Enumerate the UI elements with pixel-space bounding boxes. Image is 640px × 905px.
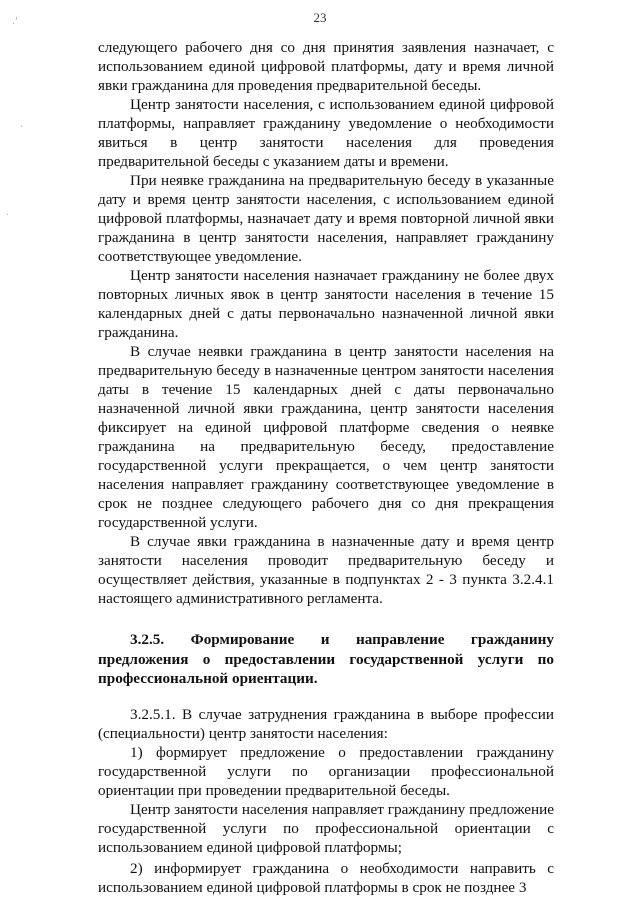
paragraph: Центр занятости населения назначает гражданину не более двух повторных личных явок в центр занятости населения в течение 15 календарных дней с даты первоначально назначенной личной явки гражданина. <box>98 267 554 341</box>
paragraph: следующего рабочего дня со дня принятия заявления назначает, с использованием единой цифровой платформы, дату и время личной явки гражданина для проведения предварительной беседы. <box>98 39 554 94</box>
list-item: 1) формирует предложение о предоставлении гражданину государственной услуги по организации профессиональной ориентации при проведении предварительной беседы. <box>98 743 554 799</box>
document-body <box>98 38 554 897</box>
scan-mark: .' <box>12 16 18 27</box>
paragraph: Центр занятости населения направляет гражданину предложение государственной услуги по профессиональной ориентации с использованием единой цифровой платформы; <box>98 800 554 856</box>
scan-mark: · <box>6 210 10 221</box>
section-heading: 3.2.5. Формирование и направление гражданину предложения о предоставлении государственной услуги по профессиональной ориентации. <box>98 631 554 687</box>
scan-mark: · <box>20 122 24 133</box>
paragraph: Центр занятости населения, с использованием единой цифровой платформы, направляет гражданину уведомление о необходимости явиться в центр занятости населения для проведения предварительной беседы с указанием даты и времени. <box>98 96 554 170</box>
paragraph: В случае явки гражданина в назначенные дату и время центр занятости населения проводит предварительную беседу и осуществляет действия, указанные в подпунктах 2 - 3 пункта 3.2.4.1 настоящего административного регламента. <box>98 533 554 607</box>
page-number: 23 <box>313 10 327 25</box>
paragraph: В случае неявки гражданина в центр занятости населения на предварительную беседу в назначенные центром занятости населения даты в течение 15 календарных дней с даты первоначально назначенной личной явки гражданина, центр занятости населения фиксирует на единой цифровой платформе сведения о неявке гражданина на предварительную беседу, предоставление государственной услуги прекращается, о чем центр занятости населения направляет гражданину соответствующее уведомление в срок не позднее следующего рабочего дня со дня прекращения государственной услуги. <box>98 343 554 531</box>
list-item: 2) информирует гражданина о необходимости направить с использованием единой цифровой платформы в срок не позднее 3 <box>98 859 554 896</box>
paragraph: При неявке гражданина на предварительную беседу в указанные дату и время центр занятости населения, с использованием единой цифровой платформы, назначает дату и время повторной личной явки гражданина в центр занятости населения, направляет гражданину соответствующее уведомление. <box>98 172 554 265</box>
paragraph: 3.2.5.1. В случае затруднения гражданина в выборе профессии (специальности) центр занятости населения: <box>98 705 554 742</box>
